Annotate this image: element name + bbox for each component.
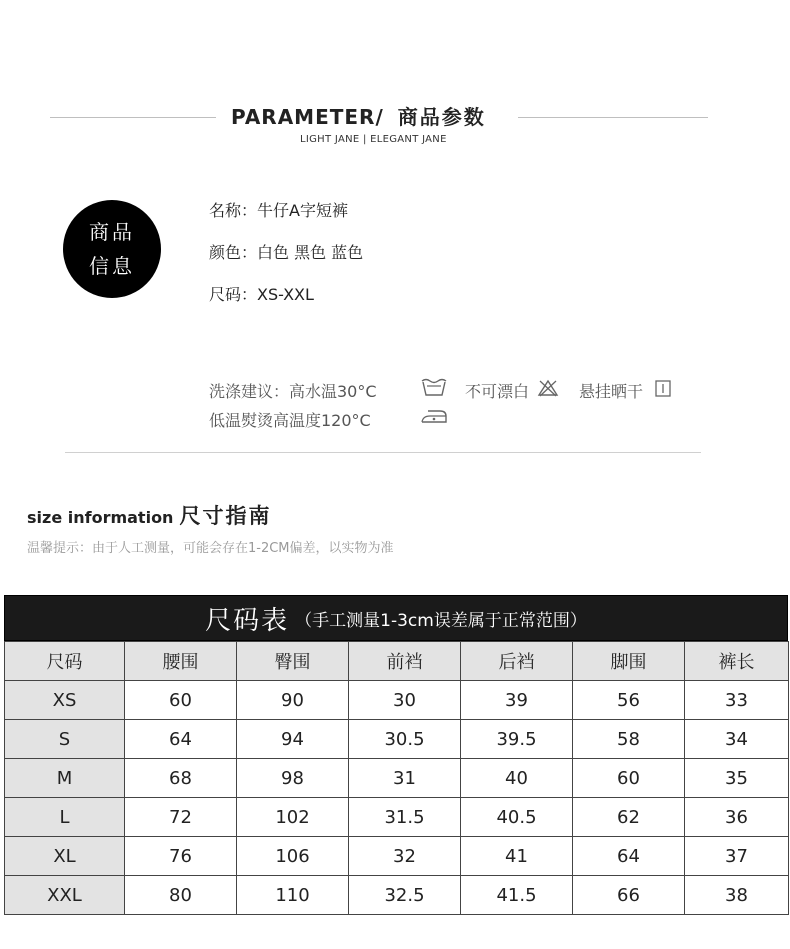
table-cell: 30 xyxy=(349,681,461,720)
table-cell: 60 xyxy=(573,759,685,798)
header-waist: 腰围 xyxy=(125,642,237,681)
size-info-title-cn: 尺寸指南 xyxy=(179,504,272,528)
table-cell: 102 xyxy=(237,798,349,837)
size-chart-title-note: （手工测量1-3cm误差属于正常范围） xyxy=(295,610,587,631)
section-divider xyxy=(65,452,701,453)
table-cell: 58 xyxy=(573,720,685,759)
iron-advice: 低温熨烫高温度120°C xyxy=(209,411,371,430)
table-row xyxy=(5,720,789,759)
parameter-title xyxy=(231,101,486,130)
product-name: 名称：牛仔A字短裤 xyxy=(209,201,348,220)
header-leg-opening: 脚围 xyxy=(573,642,685,681)
table-cell: 72 xyxy=(125,798,237,837)
size-chart xyxy=(4,595,788,915)
size-chart-title-main: 尺码表 xyxy=(205,605,290,636)
parameter-subtitle: LIGHT JANE | ELEGANT JANE xyxy=(300,134,447,145)
table-row xyxy=(5,876,789,915)
table-row xyxy=(5,759,789,798)
table-cell: 40 xyxy=(461,759,573,798)
table-cell: 35 xyxy=(685,759,789,798)
table-cell: 98 xyxy=(237,759,349,798)
size-chart-title xyxy=(4,595,788,641)
product-colors: 颜色：白色 黑色 蓝色 xyxy=(209,243,364,262)
table-cell: 39 xyxy=(461,681,573,720)
header-length: 裤长 xyxy=(685,642,789,681)
table-cell: 36 xyxy=(685,798,789,837)
size-cell: L xyxy=(5,798,125,837)
hang-dry-label: 悬挂晒干 xyxy=(579,382,644,401)
table-cell: 62 xyxy=(573,798,685,837)
table-cell: 64 xyxy=(573,837,685,876)
wash-advice: 洗涤建议：高水温30°C xyxy=(209,382,377,401)
table-row xyxy=(5,681,789,720)
badge-line-1: 商品 xyxy=(89,220,135,244)
table-cell: 56 xyxy=(573,681,685,720)
table-cell: 31 xyxy=(349,759,461,798)
table-cell: 76 xyxy=(125,837,237,876)
header-hip: 臀围 xyxy=(237,642,349,681)
table-cell: 33 xyxy=(685,681,789,720)
table-cell: 94 xyxy=(237,720,349,759)
header-back-rise: 后裆 xyxy=(461,642,573,681)
size-table xyxy=(4,641,789,915)
table-cell: 90 xyxy=(237,681,349,720)
size-cell: S xyxy=(5,720,125,759)
no-bleach-icon xyxy=(537,379,559,397)
product-info-badge xyxy=(63,200,161,298)
table-cell: 31.5 xyxy=(349,798,461,837)
table-row xyxy=(5,798,789,837)
no-bleach-label: 不可漂白 xyxy=(465,382,530,401)
table-cell: 68 xyxy=(125,759,237,798)
measurement-note: 温馨提示：由于人工测量，可能会存在1-2CM偏差，以实物为准 xyxy=(27,541,394,556)
table-cell: 41 xyxy=(461,837,573,876)
size-cell: M xyxy=(5,759,125,798)
table-cell: 80 xyxy=(125,876,237,915)
size-info-title-en: size information xyxy=(27,508,174,527)
table-cell: 37 xyxy=(685,837,789,876)
table-cell: 40.5 xyxy=(461,798,573,837)
iron-icon xyxy=(420,407,448,425)
table-row xyxy=(5,837,789,876)
table-cell: 30.5 xyxy=(349,720,461,759)
table-cell: 64 xyxy=(125,720,237,759)
parameter-title-en: PARAMETER/ xyxy=(231,105,384,129)
parameter-title-cn: 商品参数 xyxy=(397,105,486,129)
header-size: 尺码 xyxy=(5,642,125,681)
hang-dry-icon xyxy=(655,380,671,397)
table-cell: 32.5 xyxy=(349,876,461,915)
size-cell: XS xyxy=(5,681,125,720)
size-cell: XL xyxy=(5,837,125,876)
size-cell: XXL xyxy=(5,876,125,915)
wash-tub-icon xyxy=(420,377,448,397)
divider-left xyxy=(50,117,216,118)
table-cell: 38 xyxy=(685,876,789,915)
divider-right xyxy=(518,117,708,118)
table-cell: 39.5 xyxy=(461,720,573,759)
badge-line-2: 信息 xyxy=(89,254,135,278)
product-sizes: 尺码：XS-XXL xyxy=(209,285,314,304)
header-front-rise: 前裆 xyxy=(349,642,461,681)
table-cell: 106 xyxy=(237,837,349,876)
table-cell: 60 xyxy=(125,681,237,720)
table-cell: 34 xyxy=(685,720,789,759)
size-info-title xyxy=(27,500,271,530)
table-cell: 41.5 xyxy=(461,876,573,915)
table-cell: 110 xyxy=(237,876,349,915)
table-cell: 66 xyxy=(573,876,685,915)
table-cell: 32 xyxy=(349,837,461,876)
table-header-row xyxy=(5,642,789,681)
